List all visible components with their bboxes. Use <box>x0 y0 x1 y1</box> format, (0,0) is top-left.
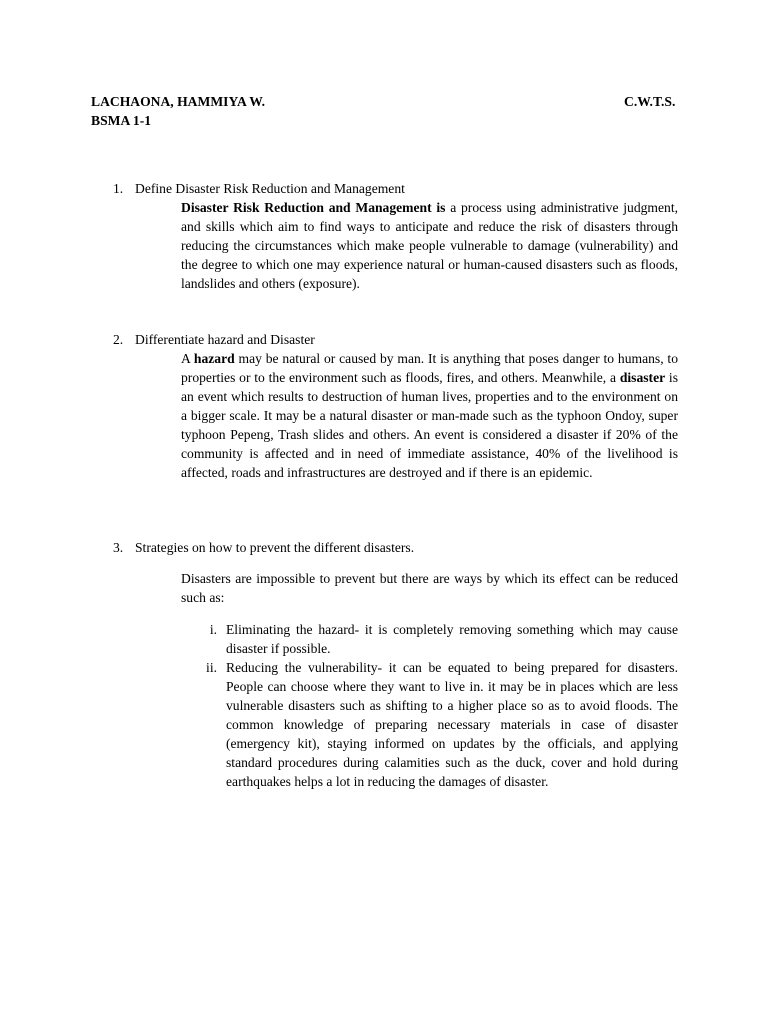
student-name: LACHAONA, HAMMIYA W. <box>91 94 265 109</box>
subitem-i-number: i. <box>209 622 217 637</box>
item-2-explanation <box>181 349 678 482</box>
item-1-definition <box>181 198 678 293</box>
subject-label: C.W.T.S. <box>624 94 676 109</box>
item-2-title: Differentiate hazard and Disaster <box>135 332 315 347</box>
item-1-term: Disaster Risk Reduction and Management is <box>181 200 446 215</box>
item-2-text-c: is an event which results to destruction of human lives, properties and to the environment on a bigger scale. It may be a natural disaster or man-made such as the typhoon Ondoy, super typhoon Pepeng, Trash slides and others. An event is considered a disaster if 20% of the community is affected and in need of immediate assistance, 40% of the livelihood is affected, roads and infrastructures are destroyed and if there is an epidemic. <box>181 370 678 480</box>
item-2-text-a: A <box>181 351 194 366</box>
item-3-number: 3. <box>113 540 124 555</box>
item-1-text: a process using administrative judgment, and skills which aim to find ways to anticipate and reduce the risk of disasters through reducing the circumstances which make people vulnerable to damage (vulnerability) and the degree to which one may experience natural or human-caused disasters such as floods, landslides and others (exposure). <box>181 200 678 291</box>
author-block <box>91 92 265 130</box>
item-3-title: Strategies on how to prevent the different disasters. <box>135 540 415 555</box>
item-2-disaster-term: disaster <box>619 370 666 385</box>
item-2-hazard-term: hazard <box>193 351 235 366</box>
item-1-number: 1. <box>113 181 124 196</box>
subitem-ii-text: Reducing the vulnerability- it can be equated to being prepared for disasters. People can choose where they want to live in. it may be in places which are less vulnerable disasters such as shifting to a higher place so as to avoid floods. The common knowledge of preparing necessary materials in case of disaster (emergency kit), staying informed on updates by the officials, and applying standard procedures during calamities such as the duck, cover and hold during earthquakes helps a lot in reducing the damages of disaster. <box>226 660 678 789</box>
student-course: BSMA 1-1 <box>91 113 152 128</box>
subitem-ii-number: ii. <box>206 660 217 675</box>
item-3-intro: Disasters are impossible to prevent but there are ways by which its effect can be reduced such as: <box>181 571 678 605</box>
item-2-number: 2. <box>113 332 124 347</box>
item-1-title: Define Disaster Risk Reduction and Management <box>135 181 405 196</box>
subitem-i-text: Eliminating the hazard- it is completely removing something which may cause disaster if possible. <box>226 622 678 656</box>
item-2-text-b: may be natural or caused by man. It is anything that poses danger to humans, to properties or to the environment such as floods, fires, and others. Meanwhile, a <box>181 351 678 385</box>
